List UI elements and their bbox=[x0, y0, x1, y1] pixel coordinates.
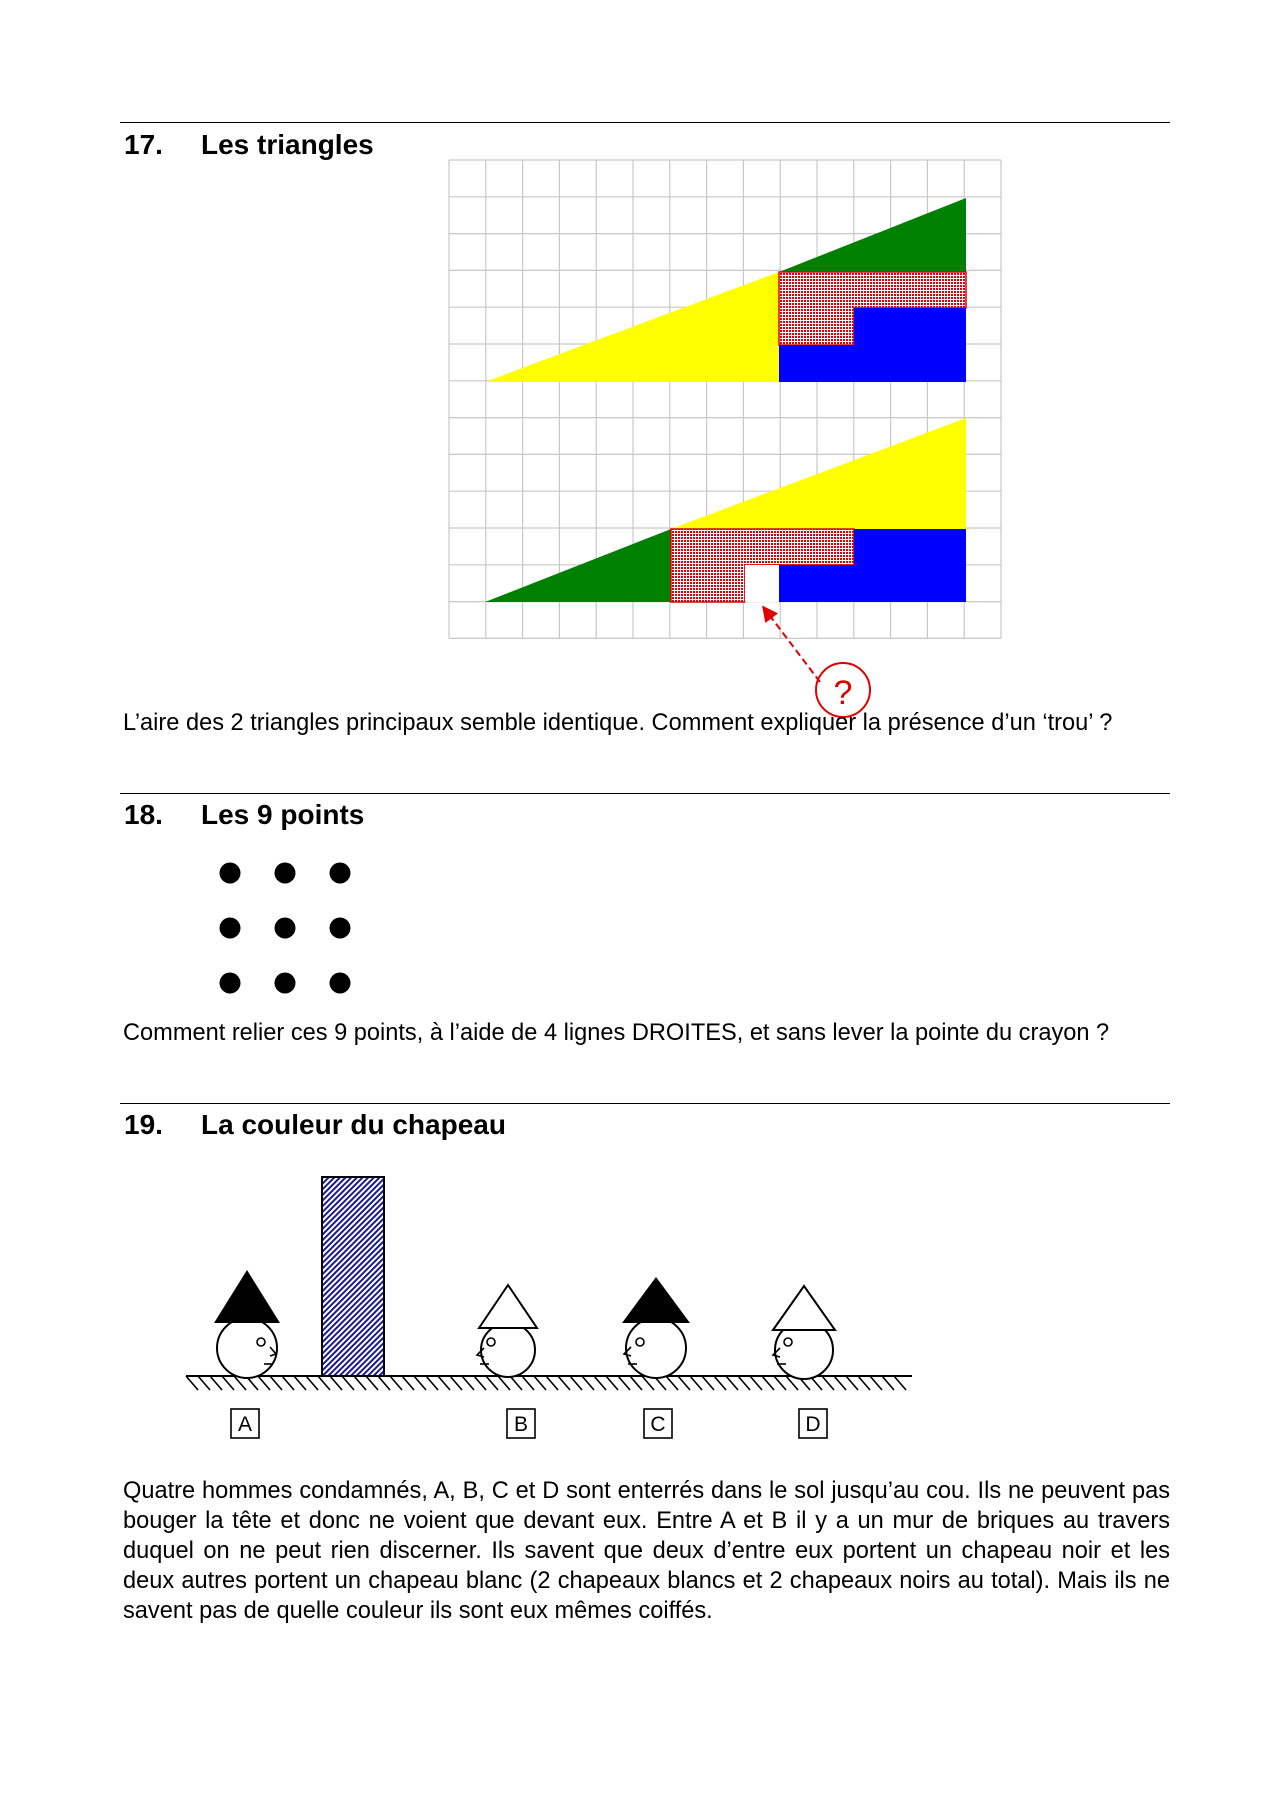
hatch-stroke bbox=[270, 1376, 282, 1390]
head bbox=[217, 1318, 277, 1378]
label-a bbox=[231, 1409, 259, 1438]
hatch-stroke bbox=[750, 1376, 762, 1390]
head bbox=[481, 1323, 535, 1377]
hatch-stroke bbox=[534, 1376, 546, 1390]
hatch-stroke bbox=[858, 1376, 870, 1390]
label-b bbox=[507, 1409, 535, 1438]
hatch-stroke bbox=[402, 1376, 414, 1390]
section-number: 18. bbox=[124, 799, 163, 830]
black-hat bbox=[214, 1270, 280, 1323]
hatch-stroke bbox=[510, 1376, 522, 1390]
hatch-stroke bbox=[450, 1376, 462, 1390]
hatch-stroke bbox=[618, 1376, 630, 1390]
hatch-stroke bbox=[666, 1376, 678, 1390]
hatch-stroke bbox=[342, 1376, 354, 1390]
head bbox=[626, 1318, 686, 1378]
hatch-stroke bbox=[762, 1376, 774, 1390]
hatch-stroke bbox=[282, 1376, 294, 1390]
hatch-stroke bbox=[330, 1376, 342, 1390]
hatch-stroke bbox=[438, 1376, 450, 1390]
hatch-stroke bbox=[474, 1376, 486, 1390]
label-text: B bbox=[513, 1413, 529, 1436]
label-text: D bbox=[805, 1413, 821, 1436]
hatch-stroke bbox=[834, 1376, 846, 1390]
person-a bbox=[214, 1270, 280, 1378]
label-text: A bbox=[237, 1413, 253, 1436]
hatch-stroke bbox=[870, 1376, 882, 1390]
hatch-stroke bbox=[210, 1376, 222, 1390]
section-number: 17. bbox=[124, 129, 163, 160]
callout-question-mark: ? bbox=[833, 674, 853, 712]
section-text: Comment relier ces 9 points, à l’aide de 4 lignes DROITES, et sans lever la pointe du crayon ? bbox=[123, 1020, 1110, 1046]
hatch-stroke bbox=[822, 1376, 834, 1390]
person-c bbox=[622, 1277, 690, 1378]
hatch-stroke bbox=[522, 1376, 534, 1390]
hatch-stroke bbox=[198, 1376, 210, 1390]
hatch-stroke bbox=[294, 1376, 306, 1390]
section-title: Les 9 points bbox=[201, 799, 365, 830]
hatch-stroke bbox=[354, 1376, 366, 1390]
hatch-stroke bbox=[594, 1376, 606, 1390]
hatch-stroke bbox=[606, 1376, 618, 1390]
person-d bbox=[773, 1286, 835, 1379]
hatch-stroke bbox=[630, 1376, 642, 1390]
hatch-stroke bbox=[222, 1376, 234, 1390]
hatch-stroke bbox=[714, 1376, 726, 1390]
hatch-stroke bbox=[414, 1376, 426, 1390]
label-text: C bbox=[650, 1413, 666, 1436]
hatch-stroke bbox=[582, 1376, 594, 1390]
hatch-stroke bbox=[258, 1376, 270, 1390]
hatch-stroke bbox=[366, 1376, 378, 1390]
section-text: Quatre hommes condamnés, A, B, C et D sont enterrés dans le sol jusqu’au cou. Ils ne peuvent pas bouger la tête et donc ne voient que devant eux. Entre A et B il y a un mur de briques au travers duquel on ne peut rien discerner. Ils savent que deux d’entre eux portent un chapeau noir et les deux autres portent un chapeau blanc (2 chapeaux blancs et 2 chapeaux noirs au total). Mais ils ne savent pas de quelle couleur ils sont eux mêmes coiffés. bbox=[123, 1478, 1170, 1624]
hatch-stroke bbox=[558, 1376, 570, 1390]
label-c bbox=[644, 1409, 672, 1438]
person-b bbox=[477, 1285, 537, 1377]
label-d bbox=[799, 1409, 827, 1438]
hatch-stroke bbox=[498, 1376, 510, 1390]
hatch-stroke bbox=[894, 1376, 906, 1390]
hatch-stroke bbox=[378, 1376, 390, 1390]
hatch-stroke bbox=[306, 1376, 318, 1390]
hatch-stroke bbox=[186, 1376, 198, 1390]
section-number: 19. bbox=[124, 1109, 163, 1140]
white-hat bbox=[479, 1285, 537, 1328]
hatch-stroke bbox=[390, 1376, 402, 1390]
section-title: Les triangles bbox=[201, 129, 374, 160]
hatch-stroke bbox=[726, 1376, 738, 1390]
hatch-stroke bbox=[546, 1376, 558, 1390]
hatch-stroke bbox=[570, 1376, 582, 1390]
section-title: La couleur du chapeau bbox=[201, 1109, 506, 1140]
section-text: L’aire des 2 triangles principaux semble identique. Comment expliquer la présence d’un ‘trou’ ? bbox=[123, 710, 1113, 736]
hatch-stroke bbox=[690, 1376, 702, 1390]
black-hat bbox=[622, 1277, 690, 1323]
hatch-stroke bbox=[738, 1376, 750, 1390]
hatch-stroke bbox=[462, 1376, 474, 1390]
white-hat bbox=[773, 1286, 835, 1330]
hatch-stroke bbox=[846, 1376, 858, 1390]
hatch-stroke bbox=[774, 1376, 786, 1390]
hatch-stroke bbox=[486, 1376, 498, 1390]
brick-wall bbox=[322, 1177, 384, 1376]
hatch-stroke bbox=[318, 1376, 330, 1390]
hatch-stroke bbox=[426, 1376, 438, 1390]
hatch-stroke bbox=[702, 1376, 714, 1390]
hatch-stroke bbox=[882, 1376, 894, 1390]
hatch-stroke bbox=[678, 1376, 690, 1390]
